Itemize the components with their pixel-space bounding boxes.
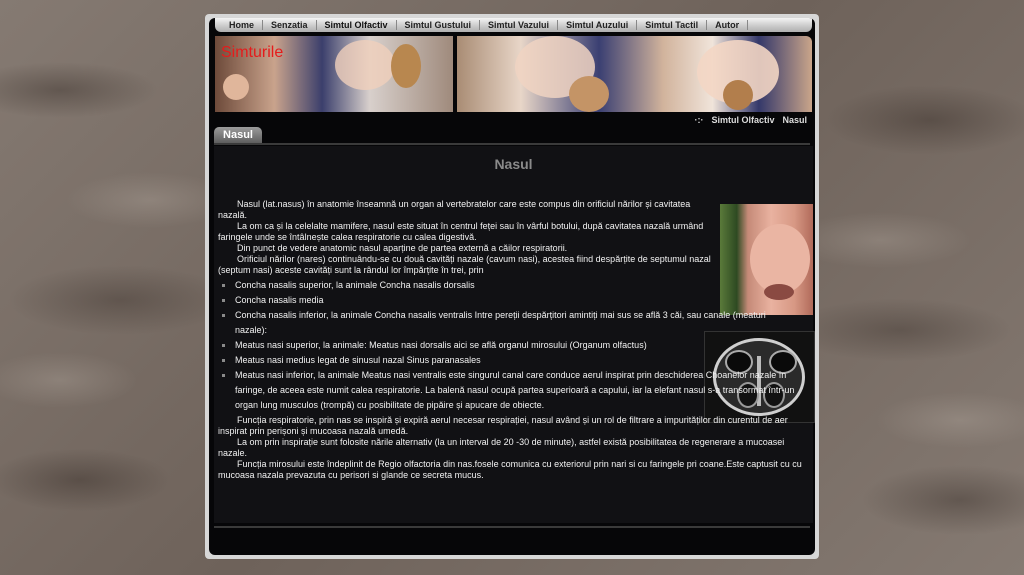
nav-home[interactable]: Home [221, 20, 263, 30]
paragraph: Funcția mirosului este îndeplinit de Regio olfactoria din nas.fosele comunica cu exteriorul prin nari si cu faringele pri coane.Este captusit cu cu mucoasa nazala prevazuta cu perisori si glande ce secreta mucus. [218, 459, 802, 480]
tab-divider [214, 143, 810, 145]
concha-list [218, 278, 813, 413]
nav-simtul-olfactiv[interactable]: Simtul Olfactiv [317, 20, 397, 30]
paragraph: Nasul (lat.nasus) în anatomie înseamnă un organ al vertebratelor care este compus din orificiul nărilor și cavitatea nazală. [218, 199, 691, 220]
footer-divider [214, 526, 810, 528]
article-body [218, 199, 813, 481]
breadcrumb [694, 115, 807, 125]
paragraph: La om prin inspirație sunt folosite nările alternativ (la un interval de 20 -30 de minute), astfel există posibilitatea de regenerare a mucoasei nazale. [218, 437, 785, 458]
list-item: Meatus nasi superior, la animale: Meatus nasi dorsalis aici se află organul mirosului (Organum olfactus) [218, 338, 685, 353]
banner-photo-left [215, 36, 453, 112]
nav-autor[interactable]: Autor [707, 20, 748, 30]
list-item: Concha nasalis inferior, la animale Concha nasalis ventralis Intre pereții despărțitori amintiți mai sus se află 3 căi, sau canale (meaturi nazale): [218, 308, 795, 338]
banner-photo-right [457, 36, 812, 112]
tab-nasul[interactable]: Nasul [214, 127, 262, 143]
brand-logo-text: Simturile [221, 44, 284, 61]
paragraph: Funcția respiratorie, prin nas se inspiră și expiră aerul necesar respirației, nasul având și un rol de filtrare a impurităților din curentul de aer inspirat prin perișoni și mucoasa nazală umedă. [218, 415, 788, 436]
paragraph: Din punct de vedere anatomic nasul aparține de partea externă a căilor respiratorii. [237, 243, 568, 253]
breadcrumb-section[interactable]: Simtul Olfactiv [711, 115, 775, 125]
article-content [214, 146, 813, 523]
nav-senzatia[interactable]: Senzatia [263, 20, 317, 30]
list-item: Meatus nasi medius legat de sinusul nazal Sinus paranasales [218, 353, 705, 368]
nav-simtul-gustului[interactable]: Simtul Gustului [397, 20, 481, 30]
header-banner [215, 36, 812, 112]
breadcrumb-separator-icon: ·:· [694, 115, 704, 125]
article-title: Nasul [494, 156, 533, 172]
paragraph: La om ca și la celelalte mamifere, nasul este situat în centrul feței sau în vârful botului, după cavitatea nazală urmând faringele unde se întâlnește calea respiratorie cu calea digestivă. [218, 221, 704, 242]
paragraph: Orificiul nărilor (nares) continuându-se cu două cavități nazale (cavum nasi), acestea fiind despărțite de septumul nazal (septum nasi) aceste cavități sunt la rândul lor împărțite în trei, prin [218, 254, 711, 275]
nav-simtul-vazului[interactable]: Simtul Vazului [480, 20, 558, 30]
top-nav [215, 18, 812, 32]
nav-simtul-tactil[interactable]: Simtul Tactil [637, 20, 707, 30]
page-frame [205, 14, 819, 559]
page-inner [209, 18, 815, 555]
list-item: Concha nasalis media [218, 293, 713, 308]
breadcrumb-current: Nasul [782, 115, 807, 125]
list-item: Concha nasalis superior, la animale Concha nasalis dorsalis [218, 278, 713, 293]
nav-simtul-auzului[interactable]: Simtul Auzului [558, 20, 637, 30]
list-item: Meatus nasi inferior, la animale Meatus nasi ventralis este singurul canal care conduce aerul inspirat prin deschiderea Choanelor nazale în faringe, de aceea este numit calea respiratorie. La balenă nasul ocupă partea superioară a capului, iar la elefant nasul s-a transormat într-un organ lung musculos (trompă) cu posibilitate de pipăire și apucare de obiecte. [218, 368, 810, 413]
